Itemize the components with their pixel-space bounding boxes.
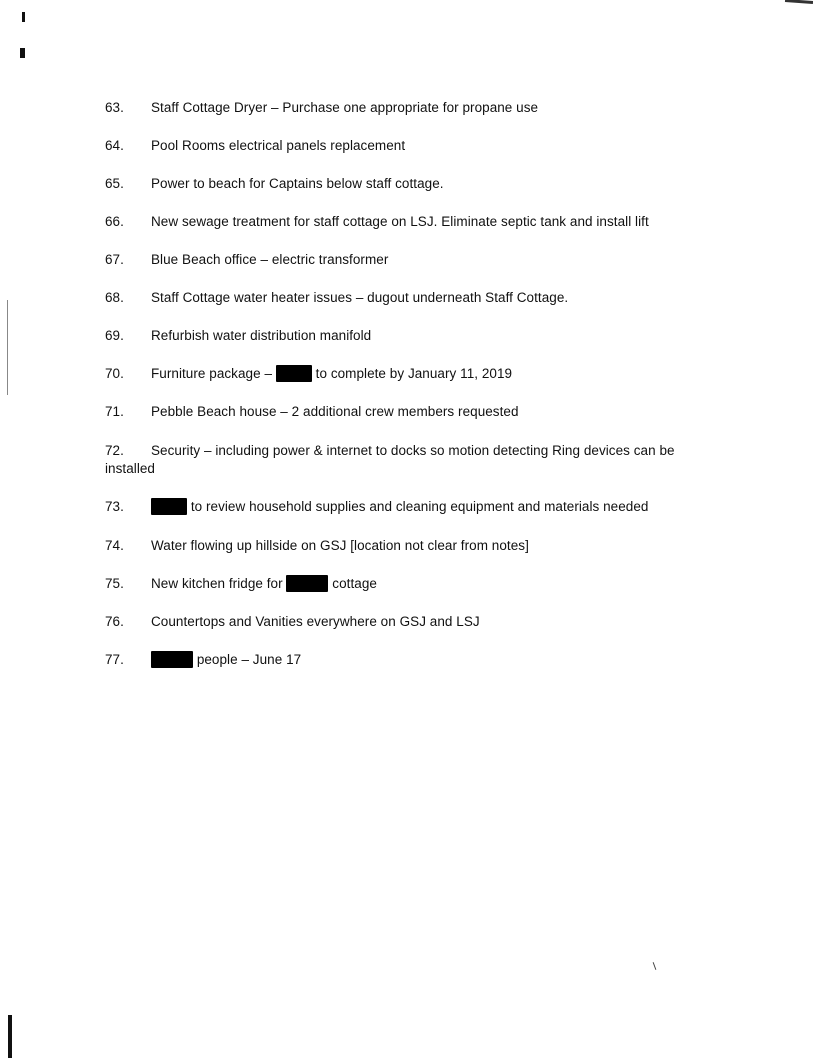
item-text-continuation: installed bbox=[105, 461, 155, 476]
item-text: people – June 17 bbox=[196, 652, 302, 667]
redaction-box bbox=[151, 651, 193, 668]
item-text: Water flowing up hillside on GSJ [location not clear from notes] bbox=[151, 538, 529, 553]
item-text: Pool Rooms electrical panels replacement bbox=[151, 138, 406, 153]
item-number: 69. bbox=[105, 328, 124, 343]
redaction-box bbox=[151, 498, 187, 515]
item-text: New kitchen fridge for bbox=[151, 576, 283, 591]
item-text: New sewage treatment for staff cottage on LSJ. Eliminate septic tank and install lift bbox=[151, 214, 649, 229]
list-item bbox=[105, 251, 725, 269]
scan-edge-line bbox=[7, 300, 8, 395]
list-item bbox=[105, 365, 725, 383]
scan-corner-mark bbox=[785, 0, 813, 4]
list-item bbox=[105, 327, 725, 345]
item-number: 68. bbox=[105, 290, 124, 305]
item-number: 73. bbox=[105, 499, 124, 514]
list-item bbox=[105, 289, 725, 307]
scan-mark bbox=[20, 48, 25, 58]
item-text: to review household supplies and cleaning equipment and materials needed bbox=[190, 499, 649, 514]
list-item bbox=[105, 175, 725, 193]
list-item bbox=[105, 575, 725, 593]
item-number: 74. bbox=[105, 538, 124, 553]
item-text: cottage bbox=[332, 576, 377, 591]
list-item bbox=[105, 498, 725, 516]
item-number: 77. bbox=[105, 652, 124, 667]
item-text: to complete by January 11, 2019 bbox=[315, 366, 513, 381]
item-text: Power to beach for Captains below staff cottage. bbox=[151, 176, 444, 191]
item-text: Refurbish water distribution manifold bbox=[151, 328, 372, 343]
item-number: 67. bbox=[105, 252, 124, 267]
item-number: 70. bbox=[105, 366, 124, 381]
item-number: 66. bbox=[105, 214, 124, 229]
item-text: Blue Beach office – electric transformer bbox=[151, 252, 389, 267]
item-text: Staff Cottage Dryer – Purchase one appropriate for propane use bbox=[151, 100, 539, 115]
item-number: 71. bbox=[105, 404, 124, 419]
item-number: 63. bbox=[105, 100, 124, 115]
item-text: Staff Cottage water heater issues – dugout underneath Staff Cottage. bbox=[151, 290, 569, 305]
item-text: Security – including power & internet to docks so motion detecting Ring devices can be bbox=[151, 443, 675, 458]
list-item bbox=[105, 403, 725, 421]
item-number: 64. bbox=[105, 138, 124, 153]
scan-mark bbox=[22, 12, 25, 22]
list-item bbox=[105, 99, 725, 117]
item-text: Furniture package – bbox=[151, 366, 273, 381]
list-item bbox=[105, 651, 725, 669]
list-item bbox=[105, 213, 725, 231]
item-number: 72. bbox=[105, 443, 124, 458]
item-number: 65. bbox=[105, 176, 124, 191]
item-text: Countertops and Vanities everywhere on GSJ and LSJ bbox=[151, 614, 480, 629]
list-item bbox=[105, 137, 725, 155]
list-item bbox=[105, 537, 725, 555]
item-number: 76. bbox=[105, 614, 124, 629]
scan-edge-mark bbox=[8, 1015, 12, 1058]
redaction-box bbox=[276, 365, 312, 382]
list-item bbox=[105, 613, 725, 631]
item-text: Pebble Beach house – 2 additional crew members requested bbox=[151, 404, 519, 419]
item-number: 75. bbox=[105, 576, 124, 591]
list-item bbox=[105, 442, 745, 478]
scan-speck bbox=[653, 962, 657, 970]
redaction-box bbox=[286, 575, 328, 592]
